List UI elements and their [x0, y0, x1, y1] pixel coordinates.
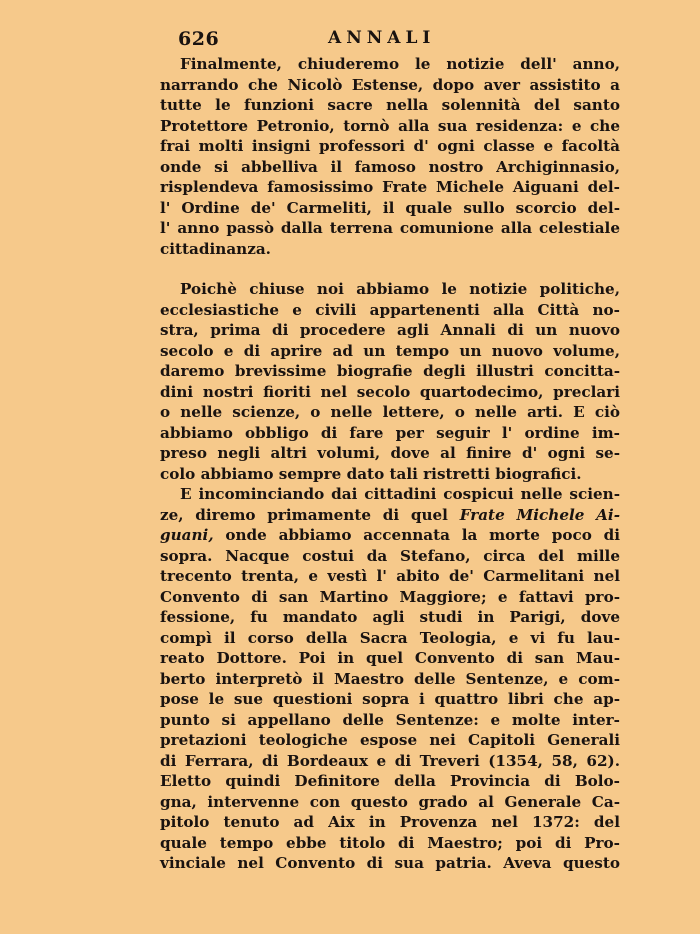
text-line: risplendeva famosissimo Frate Michele Aiguani del-	[160, 178, 620, 196]
text-line: sopra. Nacque costui da Stefano, circa del mille	[160, 546, 620, 565]
text-line: pose le sue questioni sopra i quattro libri che ap-	[160, 690, 620, 708]
paragraph-spacer	[160, 259, 620, 279]
text-line: punto si appellano delle Sentenze: e molte inter-	[160, 710, 620, 729]
text-line: Convento di san Martino Maggiore; e fattavi pro-	[160, 587, 620, 606]
text-line: quale tempo ebbe titolo di Maestro; poi di Pro-	[160, 833, 620, 852]
text-line: dini nostri fioriti nel secolo quartodecimo, preclari	[160, 382, 620, 401]
text-line	[160, 505, 620, 526]
text-line: di Ferrara, di Bordeaux e di Treveri (1354, 58, 62).	[160, 751, 620, 770]
text-line: Poichè chiuse noi abbiamo le notizie politiche,	[180, 280, 620, 298]
text-line: E incominciando dai cittadini cospicui nelle scien-	[180, 485, 620, 503]
text-line: narrando che Nicolò Estense, dopo aver assistito a	[160, 75, 620, 94]
text-line: pretazioni teologiche espose nei Capitoli Generali	[160, 731, 620, 749]
text-line: berto interpretò il Maestro delle Sentenze, e com-	[160, 669, 620, 688]
page-header	[160, 24, 620, 54]
text-line: fessione, fu mandato agli studi in Parigi, dove	[160, 608, 620, 626]
text-line: reato Dottore. Poi in quel Convento di san Mau-	[160, 649, 620, 667]
text-line: o nelle scienze, o nelle lettere, o nelle arti. E ciò	[160, 403, 620, 421]
text-line: tutte le funzioni sacre nella solennità del santo	[160, 96, 620, 114]
italic-name: Frate Michele Ai-	[459, 505, 621, 524]
text-line: frai molti insigni professori d' ogni classe e facoltà	[160, 137, 620, 155]
text-line: l' anno passò dalla terrena comunione alla celestiale	[160, 219, 620, 237]
text-line: secolo e di aprire ad un tempo un nuovo volume,	[160, 341, 620, 360]
text-line: abbiamo obbligo di fare per seguir l' ordine im-	[160, 423, 620, 442]
book-page	[160, 24, 620, 874]
page-number: 626	[178, 28, 220, 50]
text-line: Eletto quindi Definitore della Provincia di Bolo-	[160, 772, 620, 790]
text-fragment: ze, diremo primamente di quel	[160, 505, 448, 524]
text-line: cittadinanza.	[160, 239, 271, 258]
text-line: l' Ordine de' Carmeliti, il quale sullo scorcio del-	[160, 198, 620, 217]
text-line: ecclesiastiche e civili appartenenti alla Città no-	[160, 300, 620, 319]
text-line: gna, intervenne con questo grado al Generale Ca-	[160, 792, 620, 811]
text-line: trecento trenta, e vestì l' abito de' Carmelitani nel	[160, 567, 620, 585]
text-line: Finalmente, chiuderemo le notizie dell' anno,	[180, 55, 620, 73]
text-line: stra, prima di procedere agli Annali di un nuovo	[160, 321, 620, 339]
text-line: compì il corso della Sacra Teologia, e vi fu lau-	[160, 628, 620, 647]
text-line: onde si abbelliva il famoso nostro Archiginnasio,	[160, 157, 620, 176]
text-line: colo abbiamo sempre dato tali ristretti biografici.	[160, 464, 582, 483]
text-line: preso negli altri volumi, dove al finire d' ogni se-	[160, 444, 620, 462]
paragraph-michele-aiguani	[160, 484, 620, 874]
paragraph-biographies-intro	[160, 279, 620, 484]
italic-name: guani,	[160, 526, 214, 544]
text-fragment: onde abbiamo accennata la morte poco di	[225, 526, 620, 544]
text-line: Protettore Petronio, tornò alla sua residenza: e che	[160, 116, 620, 135]
text-line: vinciale nel Convento di sua patria. Aveva questo	[160, 854, 620, 872]
text-line	[160, 525, 620, 546]
paragraph-closing-year-notes	[160, 54, 620, 259]
text-line: daremo brevissime biografie degli illustri concitta-	[160, 362, 620, 380]
text-line: pitolo tenuto ad Aix in Provenza nel 1372: del	[160, 813, 620, 831]
running-title: ANNALI	[328, 28, 436, 48]
